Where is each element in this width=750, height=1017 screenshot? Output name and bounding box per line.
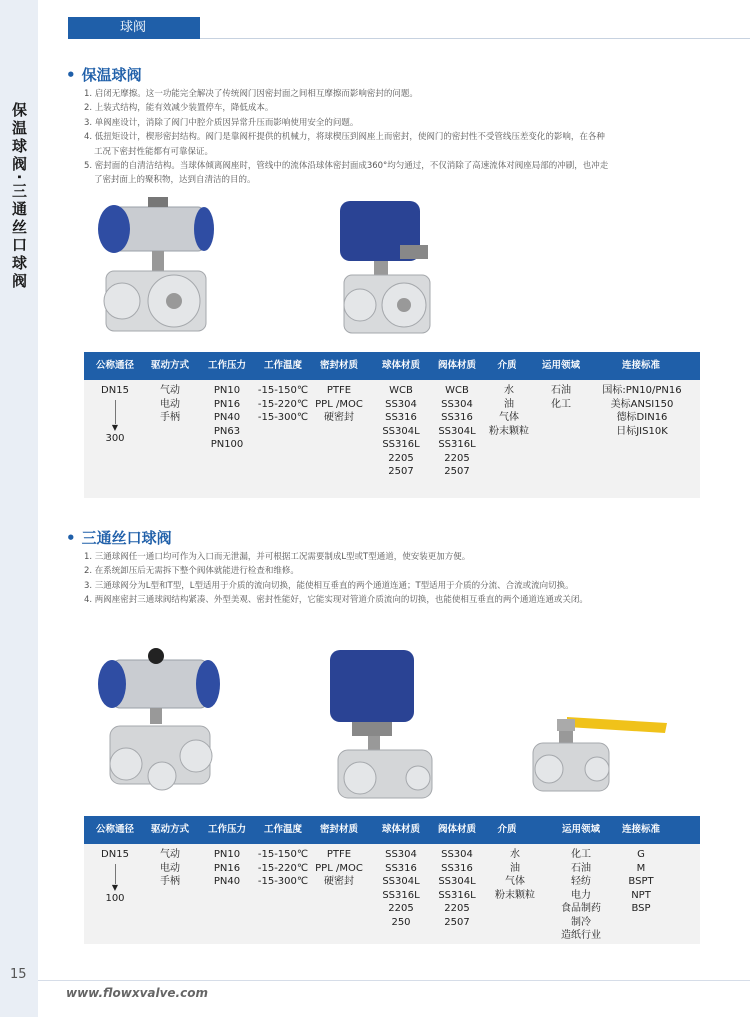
cell: PPL /MOC (315, 862, 363, 874)
cell: SS316L (438, 439, 476, 450)
cell: SS316 (441, 862, 473, 874)
cell: 300 (105, 432, 125, 444)
note-item: 4. 低扭矩设计，楔形密封结构。阀门是靠阀杆提供的机械力，将球楔压到阀座上而密封，使阀门的密封性不受管线压差变化的影响，在各种 (84, 132, 605, 143)
cell: 气体 (505, 876, 525, 887)
cell: NPT (631, 889, 651, 901)
cell: DN15 (101, 849, 129, 860)
section-title-three-way-threaded-ball-valve (66, 527, 172, 548)
header-drive-mode: 驱动方式 (150, 824, 189, 835)
cell: 硬密封 (324, 412, 354, 423)
col-drive-mode (139, 848, 201, 889)
spec-table-header (84, 352, 700, 380)
col-working-pressure (196, 384, 258, 452)
cell: SS304 (385, 849, 417, 860)
cell: 美标ANSI150 (610, 398, 674, 410)
cell: 气动 (160, 385, 180, 396)
manual-three-way-ball-valve-image (527, 705, 672, 800)
header-nominal-diameter: 公称通径 (95, 824, 134, 835)
cell: BSP (631, 903, 651, 914)
cell: SS316 (385, 862, 417, 874)
header-connection-standard: 连接标准 (621, 824, 660, 835)
cell: 气动 (160, 849, 180, 860)
col-ball-material (370, 384, 432, 479)
header-working-pressure: 工作压力 (207, 360, 246, 371)
bullet-icon: • (66, 529, 76, 547)
cell: PN40 (213, 412, 241, 423)
cell: -15-300℃ (257, 876, 309, 887)
cell: SS316 (385, 412, 417, 423)
header-nominal-diameter: 公称通径 (95, 360, 134, 371)
cell: 2507 (444, 466, 470, 477)
electric-three-way-ball-valve-image (322, 642, 440, 812)
cell: 轻纺 (571, 876, 591, 887)
cell: 化工 (571, 849, 591, 860)
cell: 水 (504, 385, 514, 396)
cell: 2507 (388, 466, 414, 477)
note-item: 3. 三通球阀分为L型和T型，L型适用于介质的流向切换，能使相互垂直的两个通道连通；T型适用于介质的分流、合流或流向切换。 (84, 580, 574, 591)
cell: SS304 (385, 398, 417, 410)
cell: PN63 (213, 425, 241, 437)
cell: -15-300℃ (257, 412, 309, 423)
footer-website: www.flowxvalve.com (66, 986, 208, 1000)
cell: PN100 (210, 439, 244, 450)
col-connection-standard (610, 848, 672, 916)
header-application: 运用领域 (541, 360, 580, 371)
header-working-temperature: 工作温度 (263, 824, 302, 835)
spec-table-header (84, 816, 700, 844)
cell: 化工 (551, 398, 571, 410)
header-divider (200, 38, 750, 39)
note-item: 1. 三通球阀任一通口均可作为入口而无泄漏，并可根据工况需要制成L型或T型通道，使安装更加方便。 (84, 552, 471, 562)
col-nominal-diameter (84, 848, 146, 905)
section2-notes (84, 550, 714, 608)
cell: 硬密封 (324, 876, 354, 887)
col-application (530, 384, 592, 411)
cell: 100 (105, 892, 125, 904)
cell: 气体 (499, 412, 519, 423)
bullet-icon: • (66, 66, 76, 84)
cell: PTFE (326, 849, 352, 860)
spec-table-body (84, 844, 700, 944)
header-ball-material: 球体材质 (381, 360, 420, 371)
arrow-down-icon: ▼ (111, 422, 119, 432)
header-body-material: 阀体材质 (437, 360, 476, 371)
arrow-down-icon: ▼ (111, 882, 119, 892)
cell: SS304 (441, 398, 473, 410)
cell: 造纸行业 (561, 930, 601, 941)
cell: PN40 (213, 876, 241, 887)
cell: 石油 (551, 385, 571, 396)
note-item: 2. 在系统卸压后无需拆下整个阀体就能进行检查和维修。 (84, 566, 299, 577)
cell: 食品制药 (561, 903, 601, 914)
cell: 2205 (388, 903, 414, 914)
col-seal-material (306, 384, 372, 425)
note-item: 了密封面上的聚积物，达到自清洁的目的。 (94, 175, 256, 186)
cell: 油 (504, 398, 514, 410)
cell: PTFE (326, 385, 352, 396)
cell: 2205 (388, 452, 414, 464)
section-title-text: 三通丝口球阀 (81, 529, 172, 547)
header-seal-material: 密封材质 (319, 824, 358, 835)
cell: 2205 (444, 452, 470, 464)
cell: 手柄 (160, 876, 180, 887)
header-medium: 介质 (497, 360, 517, 371)
header-working-temperature: 工作温度 (263, 360, 302, 371)
cell: SS316 (441, 412, 473, 423)
side-title: 保温球阀·三通丝口球阀 (10, 102, 28, 291)
cell: -15-150℃ (257, 849, 309, 860)
cell: SS316L (382, 439, 420, 450)
cell: 2507 (444, 916, 470, 928)
col-connection-standard (592, 384, 692, 438)
spec-table-body (84, 380, 700, 498)
cell: SS304L (382, 876, 420, 887)
cell: SS304L (438, 425, 476, 437)
cell: WCB (389, 385, 413, 396)
col-body-material (426, 848, 488, 929)
cell: 日标JIS10K (616, 425, 668, 437)
col-working-pressure (196, 848, 258, 889)
cell: 手柄 (160, 412, 180, 423)
cell: DN15 (101, 385, 129, 396)
cell: 水 (510, 849, 520, 860)
cell: SS316L (382, 889, 420, 901)
col-application (550, 848, 612, 943)
cell: 油 (510, 862, 520, 874)
cell: SS316L (438, 889, 476, 901)
cell: PN10 (213, 385, 241, 396)
section-title-text: 保温球阀 (81, 66, 142, 84)
col-ball-material (370, 848, 432, 929)
cell: 国标:PN10/PN16 (602, 385, 682, 396)
range-arrow-icon (115, 400, 116, 424)
cell: PN10 (213, 849, 241, 860)
cell: SS304L (438, 876, 476, 887)
cell: PN16 (213, 398, 241, 410)
cell: G (637, 849, 645, 860)
cell: 电力 (571, 889, 591, 901)
col-medium (484, 848, 546, 902)
col-nominal-diameter (84, 384, 146, 445)
cell: 制冷 (571, 916, 591, 928)
range-arrow-icon (115, 864, 116, 884)
section-title-insulated-ball-valve (66, 64, 142, 85)
note-item: 3. 单阀座设计，消除了阀门中腔介质因异常升压而影响使用安全的问题。 (84, 117, 359, 128)
page-number: 15 (10, 967, 27, 982)
cell: 电动 (160, 398, 180, 410)
note-item: 2. 上装式结构，能有效减少装置停车，降低成本。 (84, 103, 274, 114)
cell: -15-150℃ (257, 385, 309, 396)
cell: -15-220℃ (257, 862, 309, 874)
cell: 石油 (571, 862, 591, 874)
header-drive-mode: 驱动方式 (150, 360, 189, 371)
cell: WCB (445, 385, 469, 396)
electric-insulated-ball-valve-image (330, 195, 440, 340)
cell: -15-220℃ (257, 398, 309, 410)
cell: BSPT (628, 876, 654, 887)
pneumatic-insulated-ball-valve-image (86, 195, 216, 340)
cell: 粉末颗粒 (489, 425, 529, 437)
header-medium: 介质 (497, 824, 517, 835)
header-application: 运用领域 (561, 824, 600, 835)
cell: SS304 (441, 849, 473, 860)
cell: 粉末颗粒 (495, 889, 535, 901)
col-seal-material (306, 848, 372, 889)
footer-divider (38, 980, 750, 981)
header-connection-standard: 连接标准 (621, 360, 660, 371)
pneumatic-three-way-ball-valve-image (92, 646, 222, 806)
header-body-material: 阀体材质 (437, 824, 476, 835)
cell: 250 (391, 916, 411, 928)
cell: M (636, 862, 646, 874)
note-item: 工况下密封性能都有可靠保证。 (94, 146, 214, 157)
cell: PPL /MOC (315, 398, 363, 410)
cell: SS304L (382, 425, 420, 437)
col-drive-mode (139, 384, 201, 425)
cell: 德标DIN16 (616, 412, 668, 423)
cell: 电动 (160, 862, 180, 874)
note-item: 1. 启闭无摩擦。这一功能完全解决了传统阀门因密封面之间相互摩擦而影响密封的问题。 (84, 89, 418, 99)
header-seal-material: 密封材质 (319, 360, 358, 371)
note-item: 4. 两阀座密封三通球阀结构紧凑、外型美观、密封性能好，它能实现对管道介质流向的切换，也能使相互垂直的两个通道连通或关闭。 (84, 595, 588, 606)
header-working-pressure: 工作压力 (207, 824, 246, 835)
cell: 2205 (444, 903, 470, 914)
section1-notes (84, 87, 714, 188)
cell: PN16 (213, 862, 241, 874)
header-tab: 球阀 (68, 17, 200, 39)
header-ball-material: 球体材质 (381, 824, 420, 835)
note-item: 5. 密封面的自清洁结构。当球体倾离阀座时，管线中的流体沿球体密封面成360°均匀通过，不仅消除了高速流体对阀座局部的冲刷，也冲走 (84, 161, 609, 172)
